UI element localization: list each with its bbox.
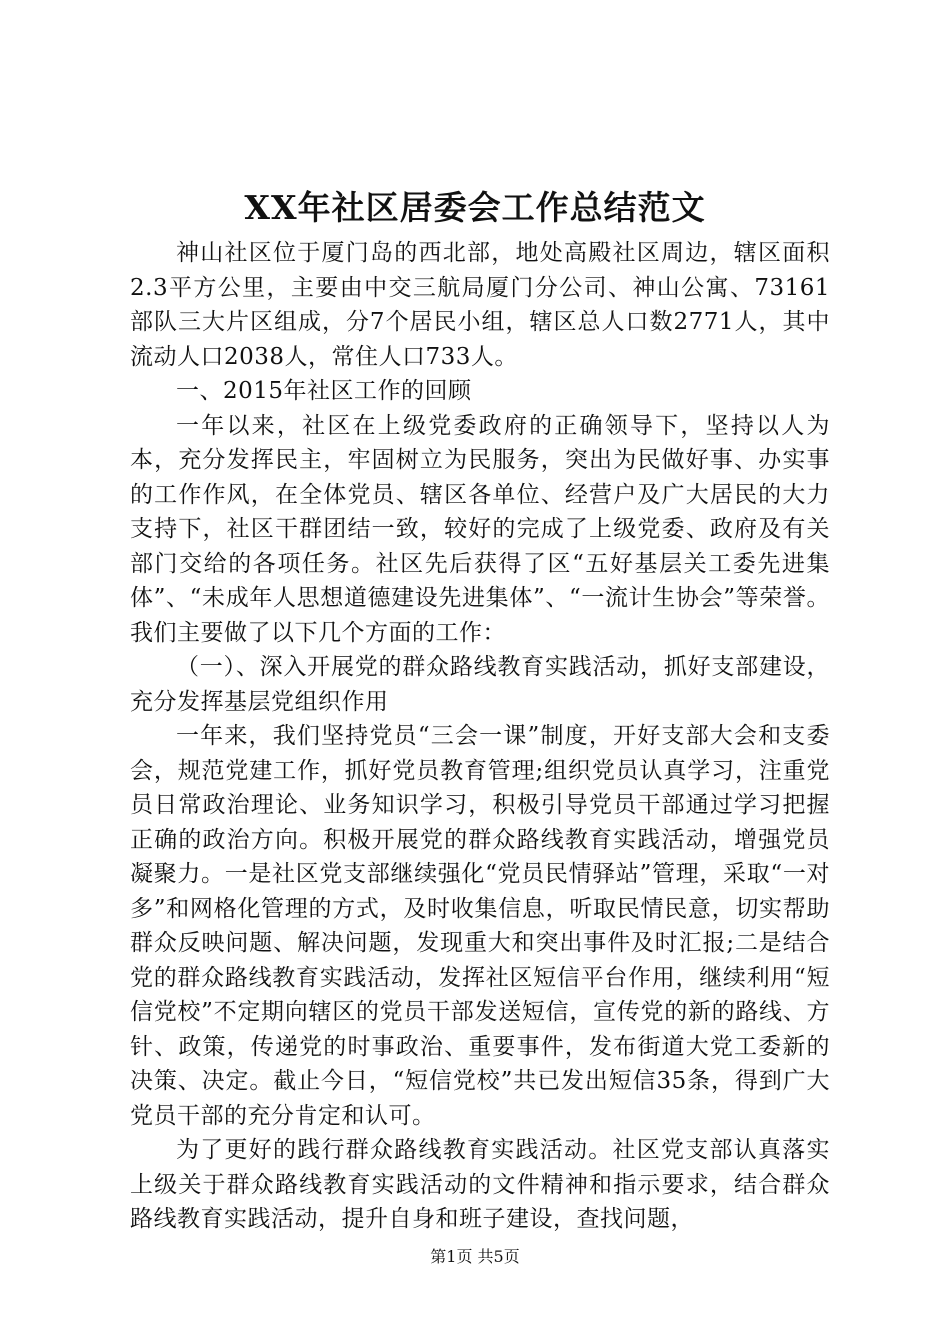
party-work-paragraph: 一年来，我们坚持党员“三会一课”制度，开好支部大会和支委会，规范党建工作，抓好党员教育管理;组织党员认真学习，注重党员日常政治理论、业务知识学习，积极引导党员干部通过学习把握正确的政治方向。积极开展党的群众路线教育实践活动，增强党员凝聚力。一是社区党支部继续强化“党员民情驿站”管理，采取“一对多”和网格化管理的方式，及时收集信息，听取民情民意，切实帮助群众反映问题、解决问题，发现重大和突出事件及时汇报;二是结合党的群众路线教育实践活动，发挥社区短信平台作用，继续利用“短信党校”不定期向辖区的党员干部发送短信，宣传党的新的路线、方针、政策，传递党的时事政治、重要事件，发布街道大党工委新的决策、决定。截止今日，“短信党校”共已发出短信35条，得到广大党员干部的充分肯定和认可。 bbox=[130, 723, 830, 1129]
overview-paragraph: 一年以来，社区在上级党委政府的正确领导下，坚持以人为本，充分发挥民主，牢固树立为民服务，突出为民做好事、办实事的工作作风，在全体党员、辖区各单位、经营户及广大居民的大力支持下，社区干群团结一致，较好的完成了上级党委、政府及有关部门交给的各项任务。社区先后获得了区“五好基层关工委先进集体”、“未成年人思想道德建设先进集体”、“一流计生协会”等荣誉。我们主要做了以下几个方面的工作： bbox=[130, 412, 830, 646]
document-body bbox=[130, 236, 830, 1237]
intro-paragraph: 神山社区位于厦门岛的西北部，地处高殿社区周边，辖区面积2.3平方公里，主要由中交三航局厦门分公司、神山公寓、73161部队三大片区组成，分7个居民小组，辖区总人口数2771人，其中流动人口2038人，常住人口733人。 bbox=[130, 240, 830, 370]
document-title: XX年社区居委会工作总结范文 bbox=[244, 188, 706, 227]
practice-paragraph: 为了更好的践行群众路线教育实践活动。社区党支部认真落实上级关于群众路线教育实践活动的文件精神和指示要求，结合群众路线教育实践活动，提升自身和班子建设，查找问题， bbox=[130, 1137, 830, 1232]
subsection-heading: （一）、深入开展党的群众路线教育实践活动，抓好支部建设，充分发挥基层党组织作用 bbox=[130, 654, 830, 715]
section-heading: 一、2015年社区工作的回顾 bbox=[176, 378, 472, 404]
page-number: 第1页 共5页 bbox=[430, 1247, 520, 1266]
